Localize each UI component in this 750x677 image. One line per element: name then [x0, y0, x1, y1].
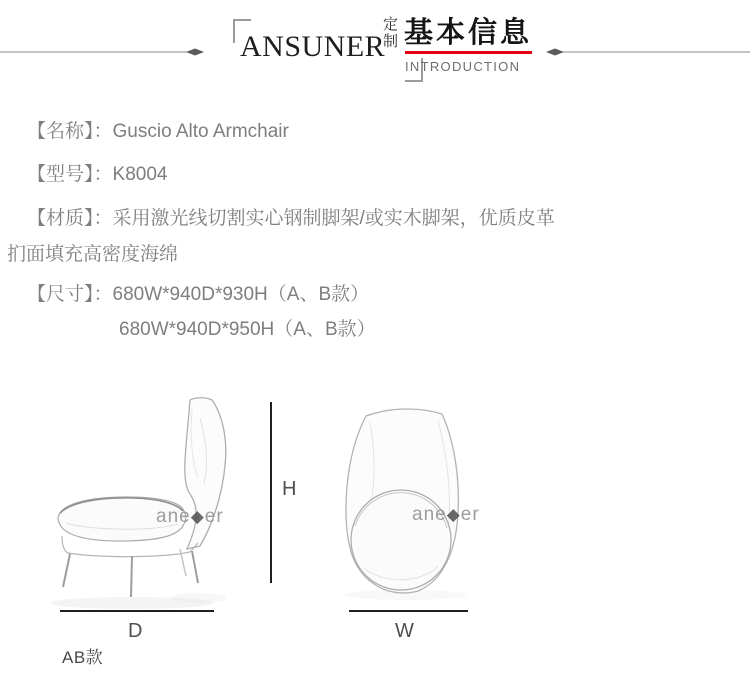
brand-logo [233, 14, 428, 86]
depth-dimension-line [60, 610, 214, 612]
watermark-text-left: ane [412, 504, 447, 525]
watermark-logo-icon: ◆ [446, 505, 461, 524]
spec-value-size: 680W*940D*930H（A、B款） [112, 284, 370, 305]
spec-value-size-line2: 680W*940D*950H（A、B款） [119, 319, 376, 340]
spec-value-material-line2: 扪面填充高密度海绵 [7, 244, 179, 265]
watermark-text-right: er [204, 506, 224, 527]
variant-label: AB款 [62, 648, 104, 667]
watermark-logo-icon: ◆ [190, 507, 205, 526]
spec-label-model: 【型号】： [27, 164, 113, 185]
brand-sub-text: 定制 [381, 16, 398, 50]
height-dimension-label: H [282, 478, 297, 500]
brand-name: ANSUNER [240, 30, 386, 63]
spec-value-name: Guscio Alto Armchair [112, 121, 289, 142]
armchair-side-view-drawing [40, 390, 240, 615]
spec-row-name [27, 121, 289, 143]
spec-value-model: K8004 [112, 164, 168, 185]
depth-dimension-label: D [128, 620, 143, 642]
spec-row-size [27, 284, 369, 306]
left-divider-line [0, 45, 205, 59]
spec-label-material: 【材质】： [27, 208, 113, 229]
spec-row-size-line2 [119, 319, 376, 341]
section-title: 基本信息 [404, 17, 533, 49]
armchair-top-view-drawing [330, 398, 480, 603]
height-dimension-line [270, 402, 272, 583]
section-title-accent-underline [405, 51, 532, 54]
watermark [412, 504, 480, 526]
right-divider-line [545, 45, 750, 59]
spec-row-material [27, 208, 555, 230]
width-dimension-line [349, 610, 468, 612]
spec-label-size: 【尺寸】： [27, 284, 113, 305]
spec-row-material-line2 [7, 244, 178, 266]
watermark-text-left: ane [156, 506, 191, 527]
section-subtitle: INTRODUCTION [405, 59, 521, 74]
watermark-text-right: er [460, 504, 480, 525]
spec-row-model [27, 164, 167, 186]
width-dimension-label: W [395, 620, 414, 642]
watermark [156, 506, 224, 528]
spec-label-name: 【名称】： [27, 121, 113, 142]
spec-value-material: 采用激光线切割实心钢制脚架/或实木脚架，优质皮革 [112, 208, 555, 229]
